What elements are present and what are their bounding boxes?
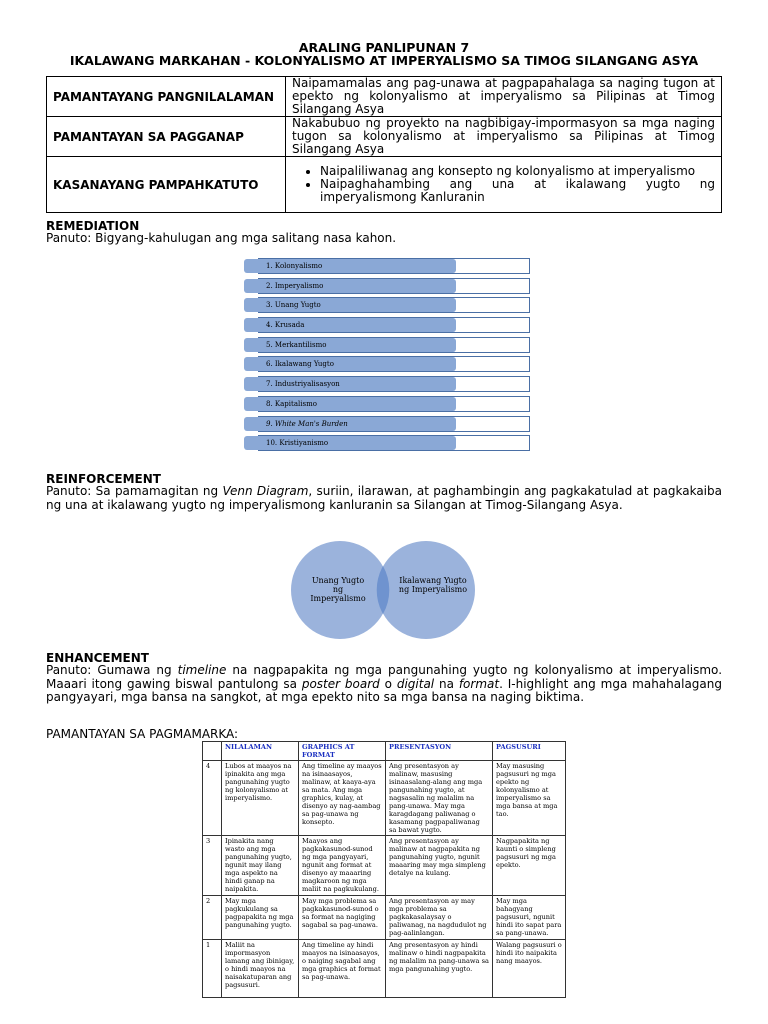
- rubric-cell: Nagpapakita ng kaunti o simpleng pagsusuri ng mga epekto.: [493, 836, 566, 896]
- rubric-col-header: PAGSUSURI: [493, 742, 566, 761]
- rubric-score: 1: [203, 940, 222, 998]
- rubric-col-header: GRAPHICS AT FORMAT: [299, 742, 386, 761]
- page-subtitle: IKALAWANG MARKAHAN - KOLONYALISMO AT IMPERYALISMO SA TIMOG SILANGANG ASYA: [69, 53, 699, 68]
- rubric-table: [202, 741, 566, 998]
- bullet-item: • Naipaliliwanag ang konsepto ng kolonyalismo at imperyalismo: [320, 165, 715, 178]
- rubric-heading: PAMANTAYAN SA PAGMAMARKA:: [46, 727, 239, 741]
- term-item: [244, 435, 528, 451]
- term-label: 7. Industriyalisasyon: [244, 377, 456, 391]
- rubric-cell: Ang presentasyon ay malinaw, masusing isinaasalang-alang ang mga pangunahing yugto, at nagsasalin ng malalim na pang-unawa. May mga karagdagang paliwanag o kasamang pagpapaliwanag sa bawat yugto.: [386, 761, 493, 836]
- standards-row: [47, 157, 722, 213]
- rubric-cell: May masusing pagsusuri ng mga epekto ng kolonyalismo at imperyalismo sa mga bansa at mga tao.: [493, 761, 566, 836]
- venn-left-label: Unang Yugto ng Imperyalismo: [310, 576, 366, 603]
- term-list: [244, 258, 528, 455]
- term-item: [244, 337, 528, 353]
- remediation-heading: REMEDIATION: [46, 219, 140, 233]
- rubric-cell: May mga pagkukulang sa pagpapakita ng mga pangunahing yugto.: [222, 896, 299, 940]
- rubric-cell: Maayos ang pagkakasunod-sunod ng mga pangyayari, ngunit ang format at disenyo ay maaaring magkaroon ng mga maliit na pagkukulang.: [299, 836, 386, 896]
- rubric-cell: Ang timeline ay hindi maayos na isinaasayos, o naiging sagabal ang mga graphics at format sa pag-unawa.: [299, 940, 386, 998]
- term-item: [244, 376, 528, 392]
- rubric-score: 2: [203, 896, 222, 940]
- rubric-cell: Ipinakita nang wasto ang mga pangunahing yugto, ngunit may ilang mga aspekto na hindi ganap na naipakita.: [222, 836, 299, 896]
- standards-table: [46, 76, 722, 213]
- bullet-item: • Naipaghahambing ang una at ikalawang yugto ng imperyalismong Kanluranin: [320, 178, 715, 204]
- term-item: [244, 396, 528, 412]
- term-item: [244, 297, 528, 313]
- enhancement-heading: ENHANCEMENT: [46, 651, 149, 665]
- remediation-instruction: Panuto: Bigyang-kahulugan ang mga salitang nasa kahon.: [46, 231, 397, 245]
- rubric-cell: Ang timeline ay maayos na isinaasayos, malinaw, at kaaya-aya sa mata. Ang mga graphics, kulay, at disenyo ay nag-aambag sa pag-unawa ng konsepto.: [299, 761, 386, 836]
- rubric-row: [203, 836, 566, 896]
- enhancement-instruction: Panuto: Gumawa ng timeline na nagpapakita ng mga pangunahing yugto ng kolonyalismo at imperyalismo. Maaari itong gawing biswal pantulong sa poster board o digital na format. I-highlight ang mga mahahalagang pangyayari, mga bansa na sangkot, at mga epekto nito sa mga bansa na naging biktima.: [46, 663, 723, 704]
- rubric-col-header: NILALAMAN: [222, 742, 299, 761]
- rubric-cell: Maliit na impormasyon lamang ang ibinigay, o hindi maayos na naisakatuparan ang pagsusuri.: [222, 940, 299, 998]
- reinforcement-heading: REINFORCEMENT: [46, 472, 161, 486]
- term-item: [244, 416, 528, 432]
- rubric-row: [203, 940, 566, 998]
- rubric-header-row: [203, 742, 566, 761]
- rubric-cell: Ang presentasyon ay malinaw at nagpapakita ng pangunahing yugto, ngunit maaaring may mga simpleng detalye na kulang.: [386, 836, 493, 896]
- venn-right-label: Ikalawang Yugto ng Imperyalismo: [398, 576, 468, 594]
- rubric-cell: May mga bahagyang pagsusuri, ngunit hindi ito sapat para sa pang-unawa.: [493, 896, 566, 940]
- rubric-cell: May mga problema sa pagkakasunod-sunod o sa format na nagiging sagabal sa pag-unawa.: [299, 896, 386, 940]
- term-label: 10. Kristiyanismo: [244, 436, 456, 450]
- term-label: 5. Merkantilismo: [244, 338, 456, 352]
- rubric-col-header: [203, 742, 222, 761]
- rubric-score: 4: [203, 761, 222, 836]
- term-item: [244, 258, 528, 274]
- rubric-cell: Ang presentasyon ay hindi malinaw o hindi nagpapakita ng malalim na pang-unawa sa mga pangunahing yugto.: [386, 940, 493, 998]
- rubric-cell: Ang presentasyon ay may mga problema sa pagkakasalaysay o paliwanag, na nagdudulot ng pag-aalinlangan.: [386, 896, 493, 940]
- term-item: [244, 317, 528, 333]
- standard-bullets: [286, 157, 722, 213]
- rubric-cell: Walang pagsusuri o hindi ito naipakita nang maayos.: [493, 940, 566, 998]
- term-label: 1. Kolonyalismo: [244, 259, 456, 273]
- standard-label: PAMANTAYANG PANGNILALAMAN: [47, 77, 286, 117]
- reinforcement-instruction: Panuto: Sa pamamagitan ng Venn Diagram, suriin, ilarawan, at paghambingin ang pagkakatulad at pagkakaiba ng una at ikalawang yugto ng imperyalismong kanluranin sa Silangan at Timog-Silangang Asya.: [46, 484, 722, 512]
- term-label: 4. Krusada: [244, 318, 456, 332]
- term-label: 6. Ikalawang Yugto: [244, 357, 456, 371]
- standards-row: [47, 117, 722, 157]
- term-item: [244, 356, 528, 372]
- rubric-col-header: PRESENTASYON: [386, 742, 493, 761]
- term-label: 8. Kapitalismo: [244, 397, 456, 411]
- rubric-cell: Lubos at maayos na ipinakita ang mga pangunahing yugto ng kolonyalismo at imperyalismo.: [222, 761, 299, 836]
- term-label: 2. Imperyalismo: [244, 279, 456, 293]
- standard-text: Naipamamalas ang pag-unawa at pagpapahalaga sa naging tugon at epekto ng kolonyalismo at imperyalismo sa Pilipinas at Timog Silangang Asya: [286, 77, 722, 117]
- rubric-row: [203, 896, 566, 940]
- term-item: [244, 278, 528, 294]
- standards-row: [47, 77, 722, 117]
- standard-text: Nakabubuo ng proyekto na nagbibigay-impormasyon sa mga naging tugon sa kolonyalismo at imperyalismo sa Pilipinas at Timog Silangang Asya: [286, 117, 722, 157]
- term-label: 3. Unang Yugto: [244, 298, 456, 312]
- term-label: 9. White Man's Burden: [244, 417, 456, 431]
- page-title: ARALING PANLIPUNAN 7: [298, 40, 470, 55]
- rubric-row: [203, 761, 566, 836]
- rubric-score: 3: [203, 836, 222, 896]
- standard-label: PAMANTAYAN SA PAGGANAP: [47, 117, 286, 157]
- standard-label: KASANAYANG PAMPAHKATUTO: [47, 157, 286, 213]
